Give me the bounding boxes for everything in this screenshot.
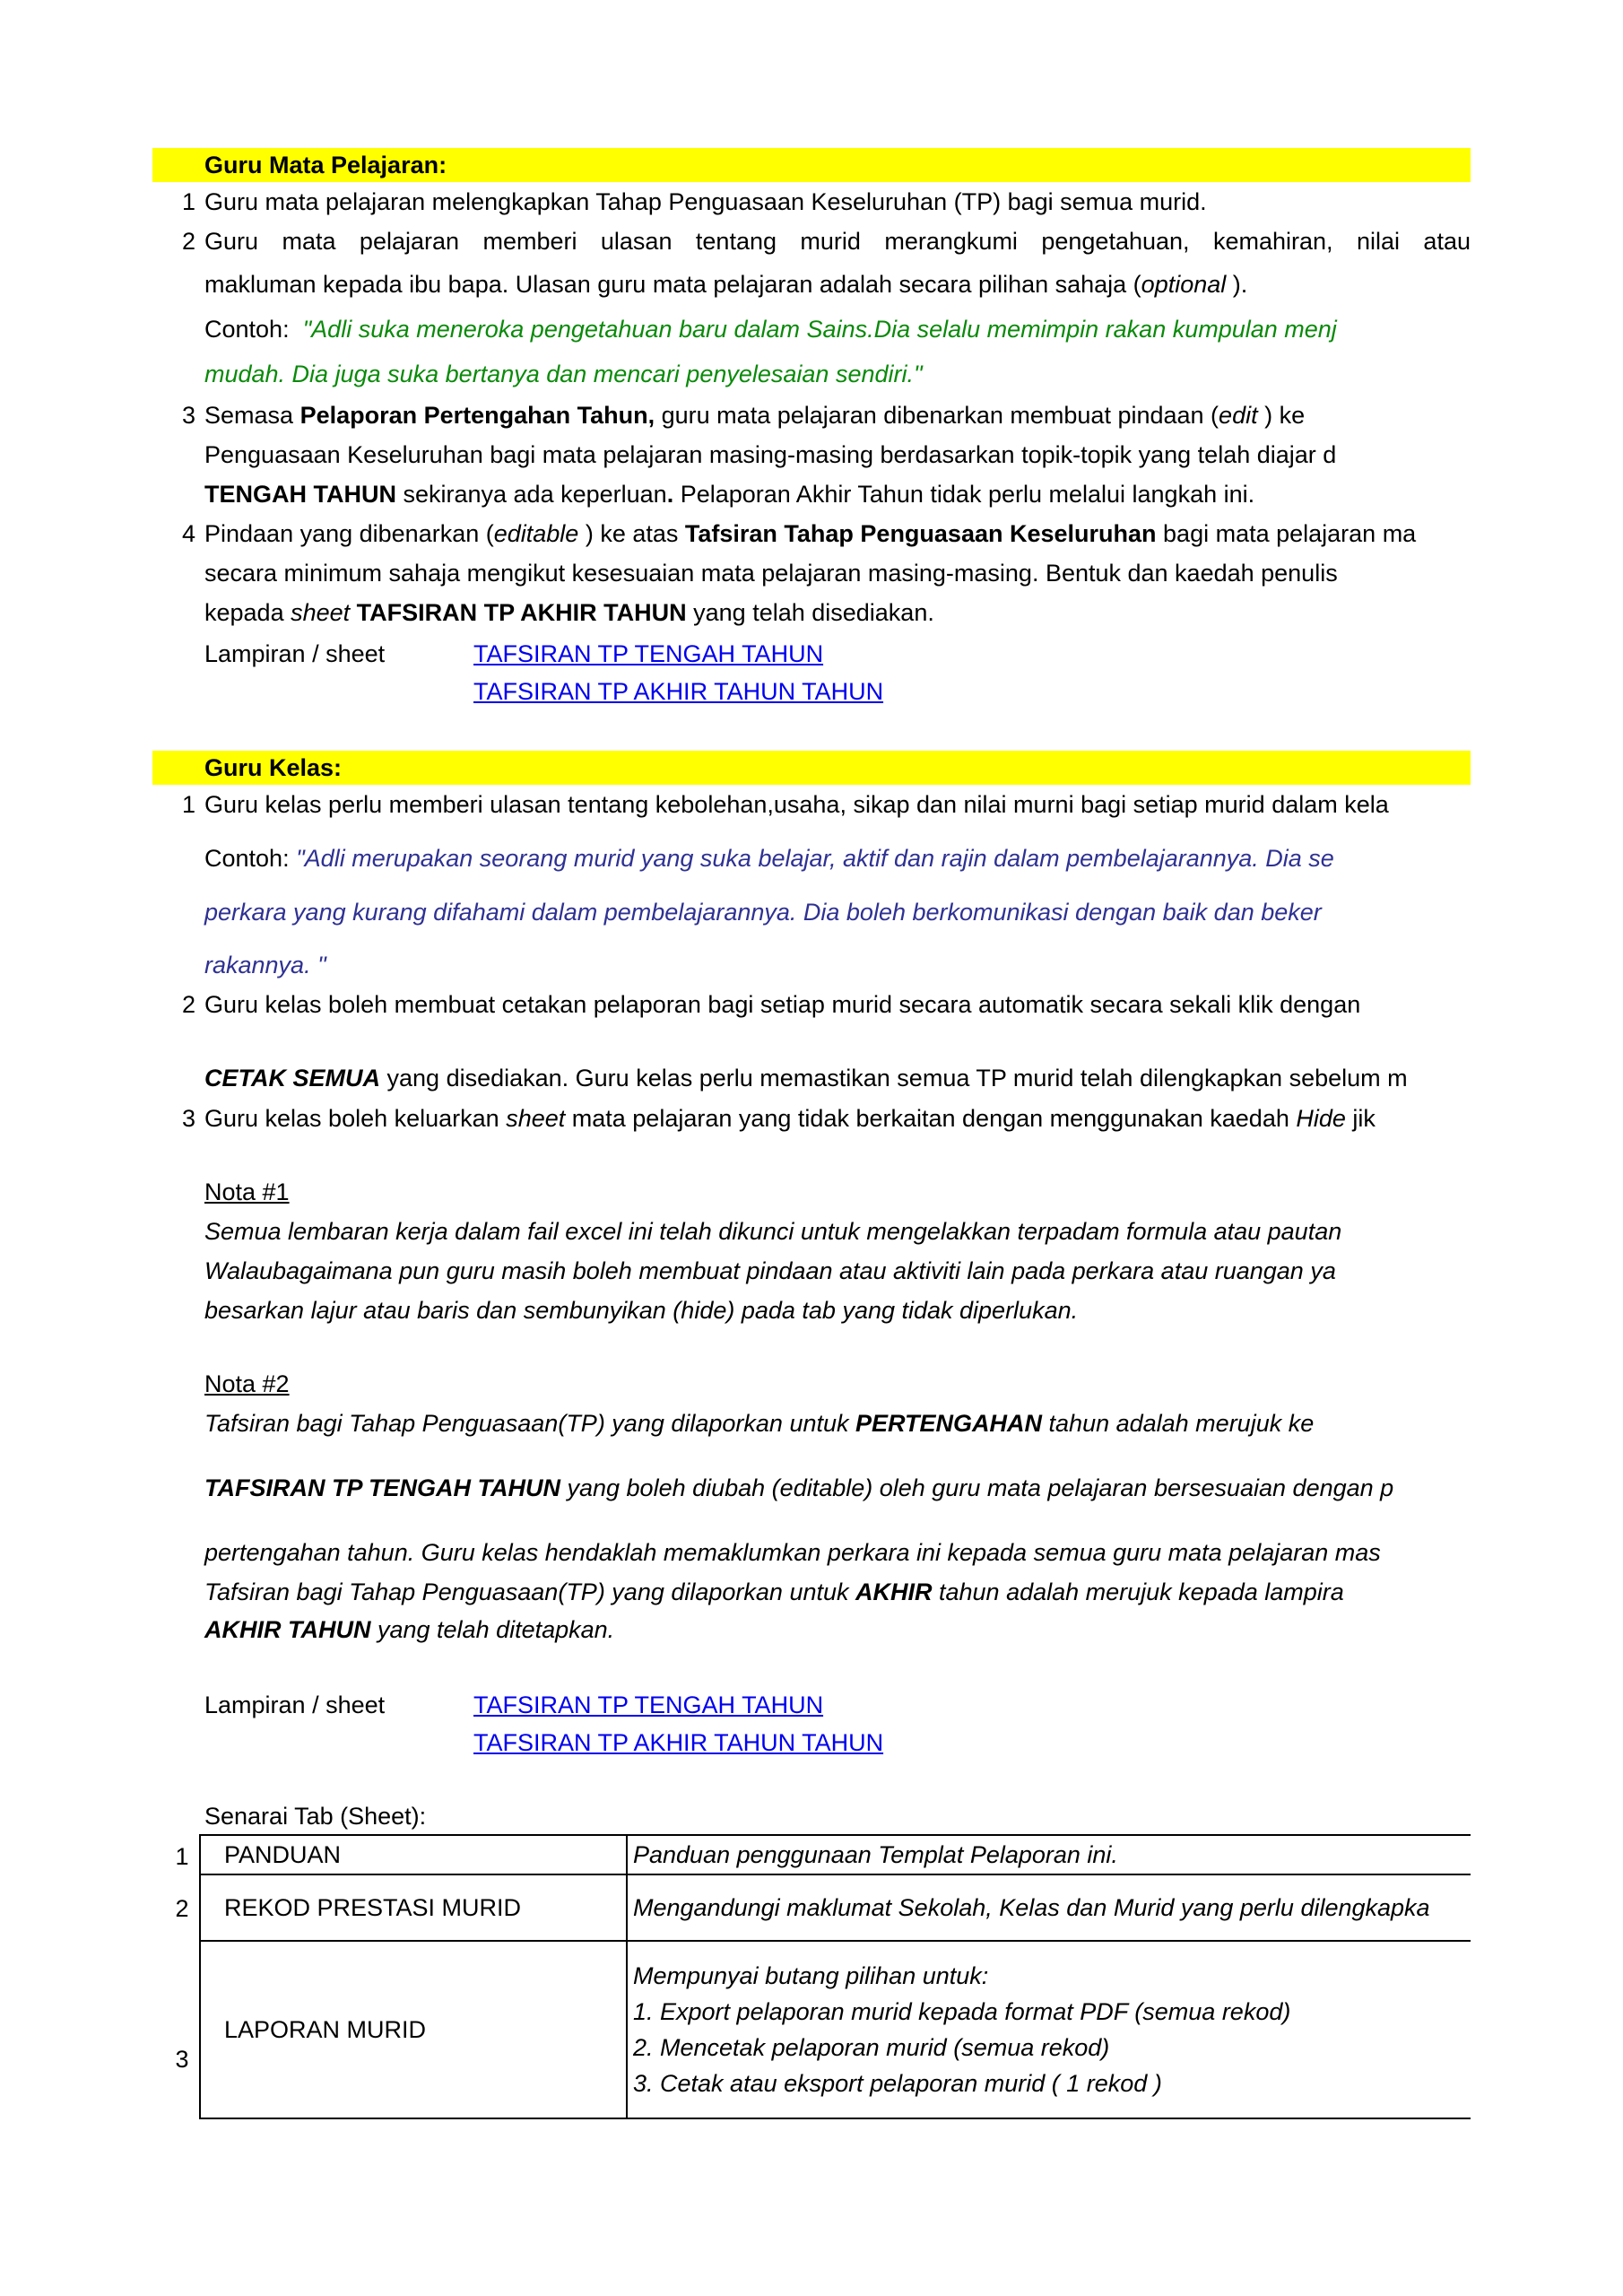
table-row xyxy=(200,1941,1471,2118)
tab-description: Panduan penggunaan Templat Pelaporan ini. xyxy=(627,1835,1471,1874)
sheet-tab-table xyxy=(199,1834,1471,2119)
link-tafsiran-tp-akhir-tahun[interactable]: TAFSIRAN TP AKHIR TAHUN TAHUN xyxy=(473,678,884,705)
tab-name: REKOD PRESTASI MURID xyxy=(200,1874,627,1941)
section-title: Guru Mata Pelajaran: xyxy=(204,152,447,178)
row-number: 2 xyxy=(175,1895,189,1922)
link-tafsiran-tp-tengah-tahun[interactable]: TAFSIRAN TP TENGAH TAHUN xyxy=(473,640,824,667)
lampiran-label: Lampiran / sheet xyxy=(204,640,386,667)
link-tafsiran-tp-akhir-tahun[interactable]: TAFSIRAN TP AKHIR TAHUN TAHUN xyxy=(473,1729,884,1756)
row-number: 3 xyxy=(175,2046,189,2073)
tab-name: PANDUAN xyxy=(200,1835,627,1874)
section-header-guru-mata-pelajaran xyxy=(152,148,1471,182)
table-row xyxy=(200,1835,1471,1874)
lampiran-label: Lampiran / sheet xyxy=(204,1692,386,1718)
link-tafsiran-tp-tengah-tahun[interactable]: TAFSIRAN TP TENGAH TAHUN xyxy=(473,1692,824,1718)
tab-description: Mengandungi maklumat Sekolah, Kelas dan Murid yang perlu dilengkapka xyxy=(627,1874,1471,1941)
section-header-guru-kelas xyxy=(152,751,1471,785)
cetak-semua-label: CETAK SEMUA xyxy=(204,1065,381,1091)
table-row xyxy=(200,1874,1471,1941)
row-number: 1 xyxy=(175,1843,189,1870)
tab-name: LAPORAN MURID xyxy=(200,1941,627,2118)
tab-description: Mempunyai butang pilihan untuk: 1. Export pelaporan murid kepada format PDF (semua rekod) 2. Mencetak pelaporan murid (semua rekod) 3. Cetak atau eksport pelaporan murid ( 1 rekod ) xyxy=(627,1941,1471,2118)
sheet-content: Guru Mata Pelajaran: 1 Guru mata pelajaran melengkapkan Tahap Penguasaan Keseluruhan (TP) bagi semua murid. 2 Guru mata pelajaran memberi ulasan tentang murid merangkumi pengetahuan, kemahiran, nilai atau makluman kepada ibu bapa. Ulasan guru mata pelajaran adalah secara pilihan sahaja (optional ). Contoh: "Adli suka meneroka pengetahuan baru dalam Sains.Dia selalu memimpin rakan kumpulan menj mudah. Dia juga suka bertanya dan mencari penyelesaian sendiri." 3 Semasa Pelaporan Pertengahan Tahun, guru mata pelajaran dibenarkan membuat pindaan (edit ) ke Penguasaan Keseluruhan bagi mata pelajaran masing-masing berdasarkan topik-topik yang telah diajar d TENGAH TAHUN sekiranya ada keperluan. Pelaporan Akhir Tahun tidak perlu melalui langkah ini. 4 Pindaan yang dibenarkan (editable ) ke atas Tafsiran Tahap Penguasaan Keseluruhan bagi mata pelajaran ma secara minimum sahaja mengikut kesesuaian mata pelajaran masing-masing. Bentuk dan kaedah penulis kepada sheet TAFSIRAN TP AKHIR TAHUN yang telah disediakan. Lampiran / sheet TAFSIRAN TP TENGAH TAHUN TAFSIRAN TP AKHIR TAHUN TAHUN Guru Kelas: 1 Guru kelas perlu memberi ulasan tentang kebolehan,usaha, sikap dan nilai murni bagi setiap murid dalam kela Contoh: "Adli merupakan seorang murid yang suka belajar, aktif dan rajin dalam pembelajarannya. Dia se perkara yang kurang difahami dalam pembelajarannya. Dia boleh berkomunikasi dengan baik dan beker rakannya. " 2 Guru kelas boleh membuat cetakan pelaporan bagi setiap murid secara automatik secara sekali klik dengan CETAK SEMUA yang disediakan. Guru kelas perlu memastikan semua TP murid telah dilengkapkan sebelum m 3 Guru kelas boleh keluarkan sheet mata pelajaran yang tidak berkaitan dengan menggunakan kaedah Hide jik Nota #1 Semua lembaran kerja dalam fail excel ini telah dikunci untuk mengelakkan terpadam formula atau pautan Walaubagaimana pun guru masih boleh membuat pindaan atau aktiviti lain pada perkara atau ruangan ya besarkan lajur atau baris dan sembunyikan (hide) pada tab yang tidak diperlukan. Nota #2 Tafsiran bagi Tahap Penguasaan(TP) yang dilaporkan untuk PERTENGAHAN tahun adalah merujuk ke TAFSIRAN TP TENGAH TAHUN yang boleh diubah (editable) oleh guru mata pelajaran bersesuaian dengan p pertengahan tahun. Guru kelas hendaklah memaklumkan perkara ini kepada semua guru mata pelajaran mas Tafsiran bagi Tahap Penguasaan(TP) yang dilaporkan untuk AKHIR tahun adalah merujuk kepada lampira AKHIR TAHUN yang telah ditetapkan. Lampiran / sheet TAFSIRAN TP TENGAH TAHUN TAFSIRAN TP AKHIR TAHUN TAHUN Senarai Tab (Sheet): 1 2 3 PANDUAN Panduan penggunaan Templat Pelaporan ini. REKOD PRESTASI MURID Mengandungi maklumat Sekolah, Kelas dan Murid yang perlu dilengkapka LAPORAN MURID Mempunyai butang pilihan untuk: 1. Export pelaporan murid kepada format PDF (semua rekod) 2. Mencetak pelaporan murid (semua rekod) 3. Cetak atau eksport pelaporan murid ( 1 rekod ) xyxy=(152,148,1471,2211)
section-title: Guru Kelas: xyxy=(204,754,343,781)
